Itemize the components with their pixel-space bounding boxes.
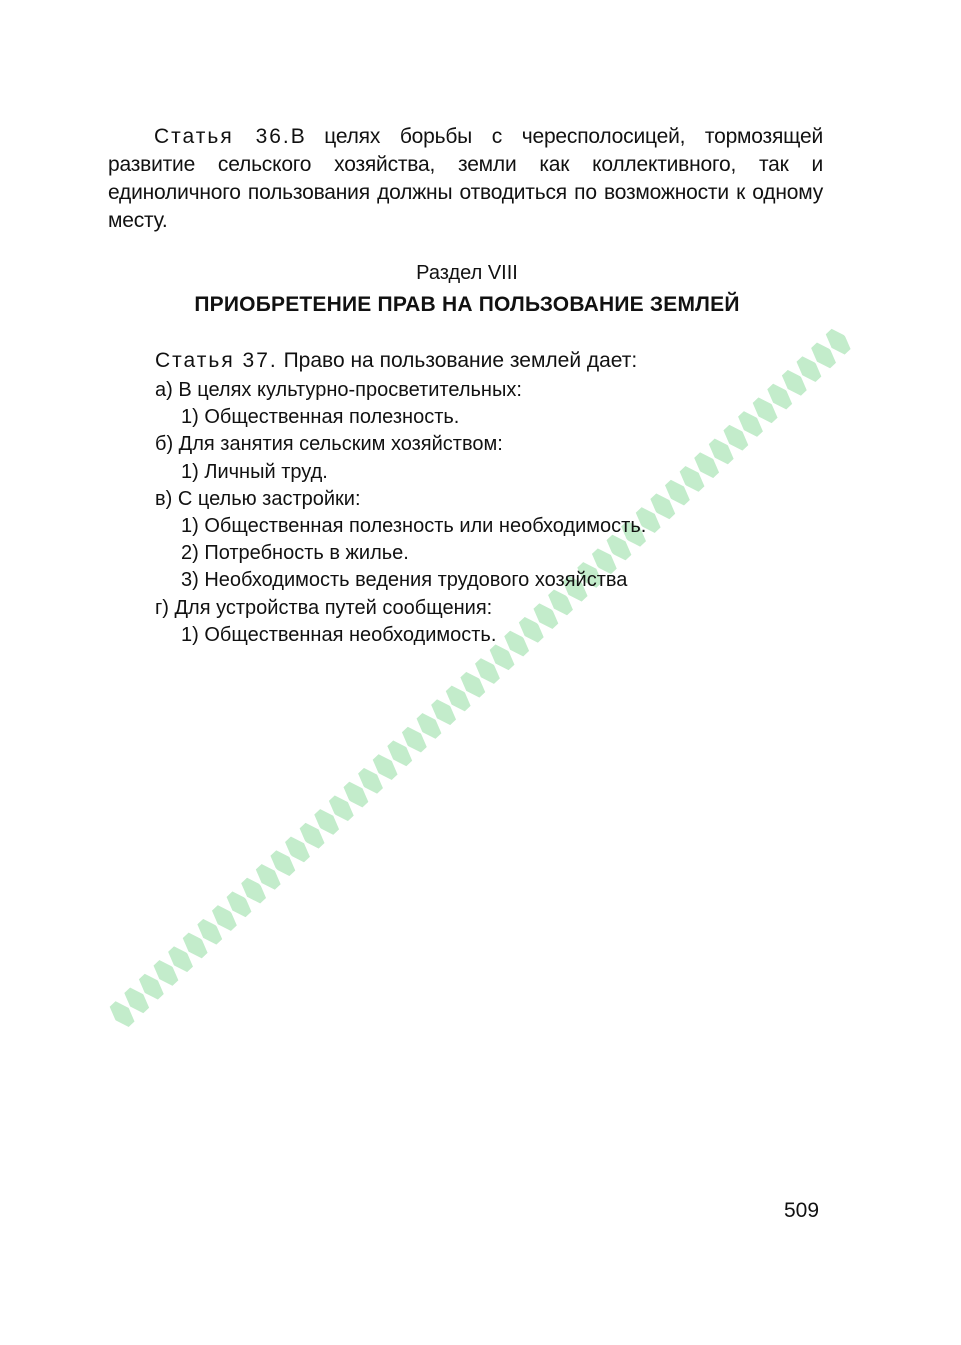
list-item: 2) Потребность в жилье. — [181, 542, 409, 565]
list-item: 1) Общественная полезность. — [181, 406, 460, 429]
list-item: 3) Необходимость ведения трудового хозяйства — [181, 569, 628, 592]
section-title: ПРИОБРЕТЕНИЕ ПРАВ НА ПОЛЬЗОВАНИЕ ЗЕМЛЕЙ — [194, 293, 740, 316]
article-37-label: Статья 37. — [155, 349, 278, 372]
list-item: б) Для занятия сельским хозяйством: — [155, 433, 503, 456]
article-37-intro: Право на пользование землей дает: — [283, 349, 638, 372]
list-item: а) В целях культурно-просветительных: — [155, 379, 522, 401]
list-item: 1) Общественная полезность или необходимость. — [181, 515, 647, 538]
page-number: 509 — [784, 1199, 820, 1222]
list-item: 1) Личный труд. — [181, 460, 328, 483]
section-number: Раздел VIII — [416, 262, 518, 284]
article-36-paragraph — [108, 123, 823, 235]
article-36-label: Статья 36. — [154, 125, 291, 148]
article-36-text: В целях борьбы с чересполосицей, тормозящей развитие сельского хозяйства, земли как коллективного, так и единоличного пользования должны отводиться по возможности к одному месту. — [108, 125, 823, 232]
list-item: 1) Общественная необходимость. — [181, 623, 497, 646]
list-item: в) С целью застройки: — [155, 487, 361, 510]
article-37-heading — [155, 349, 637, 373]
article-37-list — [155, 377, 646, 649]
list-item: г) Для устройства путей сообщения: — [155, 596, 493, 619]
